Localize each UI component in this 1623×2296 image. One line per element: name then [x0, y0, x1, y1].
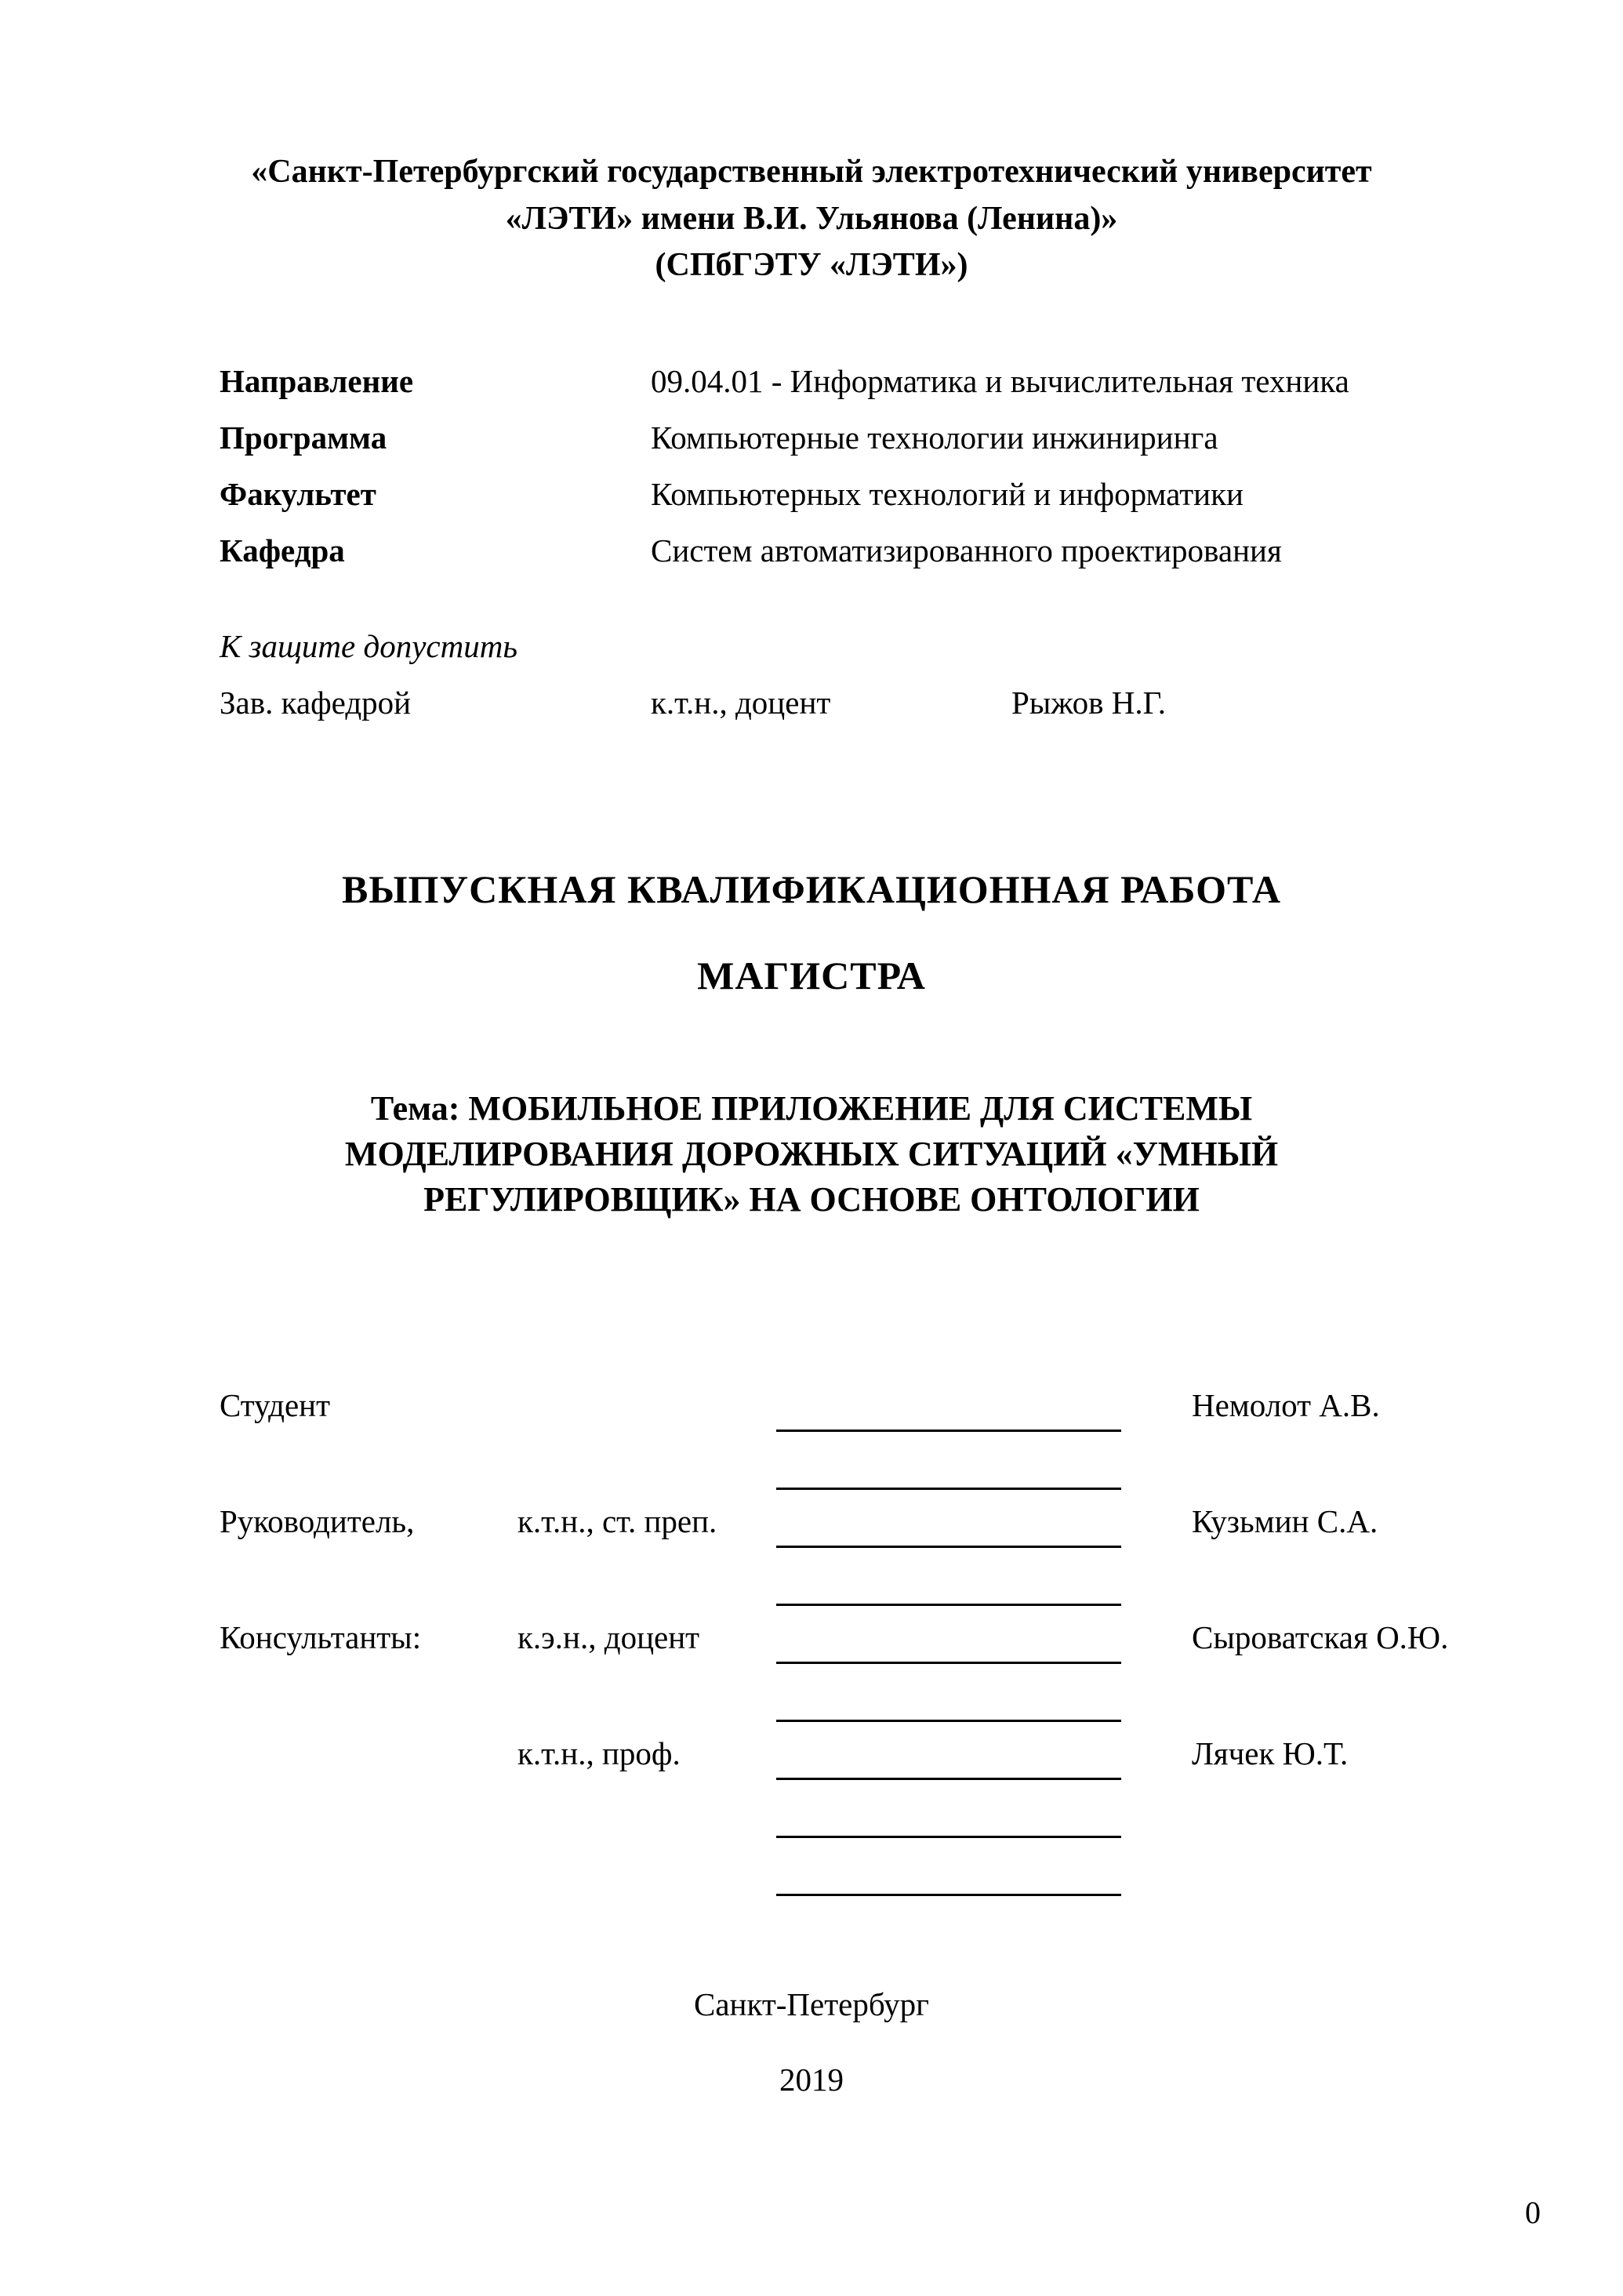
signature-blank-row — [220, 1664, 1513, 1722]
signature-degree — [517, 1424, 776, 1432]
signature-blank-row — [220, 1838, 1513, 1896]
university-name-line-1: «Санкт-Петербургский государственный электротехнический университет — [251, 154, 1372, 190]
signature-name: Лячек Ю.Т. — [1192, 1735, 1349, 1771]
footer-block — [0, 1985, 1623, 2098]
signature-line — [776, 1855, 1121, 1896]
defense-permit-note: К защите допустить — [220, 628, 517, 664]
university-header — [110, 149, 1513, 289]
university-abbreviation: (СПбГЭТУ «ЛЭТИ») — [655, 247, 968, 284]
head-degree: к.т.н., доцент — [651, 685, 831, 721]
info-label: Программа — [220, 420, 387, 456]
signature-line — [776, 1448, 1121, 1490]
signature-line — [776, 1796, 1121, 1838]
thesis-title-line-1: ВЫПУСКНАЯ КВАЛИФИКАЦИОННАЯ РАБОТА — [342, 867, 1281, 911]
theme-line-1: Тема: МОБИЛЬНОЕ ПРИЛОЖЕНИЕ ДЛЯ СИСТЕМЫ — [370, 1089, 1253, 1128]
signature-row-consultant-1 — [220, 1606, 1513, 1664]
head-label: Зав. кафедрой — [220, 685, 412, 721]
signature-line — [776, 1622, 1121, 1664]
info-row-program — [220, 419, 1505, 475]
signatures-block — [220, 1374, 1513, 1896]
info-row-direction — [220, 362, 1505, 419]
theme-line-2: МОДЕЛИРОВАНИЯ ДОРОЖНЫХ СИТУАЦИЙ «УМНЫЙ — [344, 1135, 1279, 1174]
signature-name: Кузьмин С.А. — [1192, 1503, 1378, 1539]
year-label: 2019 — [779, 2062, 844, 2098]
signature-line — [776, 1738, 1121, 1780]
info-value: 09.04.01 - Информатика и вычислительная техника — [651, 363, 1349, 399]
info-label: Факультет — [220, 476, 376, 512]
signature-name: Сыроватская О.Ю. — [1192, 1619, 1449, 1655]
thesis-title-line-2: МАГИСТРА — [697, 954, 926, 997]
city-label: Санкт-Петербург — [694, 1986, 929, 2022]
signature-blank-row — [220, 1432, 1513, 1490]
signature-role: Студент — [220, 1387, 331, 1423]
signature-blank-row — [220, 1780, 1513, 1838]
department-head-row — [220, 684, 1505, 721]
info-row-faculty — [220, 475, 1505, 532]
signature-blank-row — [220, 1548, 1513, 1606]
thesis-title — [0, 866, 1623, 998]
signature-line — [776, 1506, 1121, 1548]
signature-role: Консультанты: — [220, 1619, 422, 1655]
signature-degree: к.т.н., ст. преп. — [517, 1503, 717, 1539]
signature-line — [776, 1390, 1121, 1432]
info-value: Компьютерные технологии инжиниринга — [651, 420, 1218, 456]
signature-role — [220, 1772, 517, 1780]
info-value: Систем автоматизированного проектирования — [651, 532, 1282, 569]
theme-line-3: РЕГУЛИРОВЩИК» НА ОСНОВЕ ОНТОЛОГИИ — [423, 1180, 1200, 1219]
university-name-line-2: «ЛЭТИ» имени В.И. Ульянова (Ленина)» — [505, 200, 1118, 237]
signature-row-student — [220, 1374, 1513, 1432]
signature-line — [776, 1680, 1121, 1722]
signature-name: Немолот А.В. — [1192, 1387, 1380, 1423]
signature-degree: к.т.н., проф. — [517, 1735, 681, 1771]
head-name: Рыжов Н.Г. — [1011, 685, 1166, 721]
info-label: Направление — [220, 363, 414, 399]
thesis-theme — [0, 1086, 1623, 1222]
page-number: 0 — [1525, 2195, 1541, 2230]
signature-role: Руководитель, — [220, 1503, 415, 1539]
signature-row-consultant-2 — [220, 1722, 1513, 1780]
signature-degree: к.э.н., доцент — [517, 1619, 700, 1655]
signature-line — [776, 1564, 1121, 1606]
signature-row-supervisor — [220, 1490, 1513, 1548]
program-info-table — [220, 362, 1505, 588]
info-label: Кафедра — [220, 532, 345, 569]
info-row-department — [220, 532, 1505, 588]
info-value: Компьютерных технологий и информатики — [651, 476, 1244, 512]
